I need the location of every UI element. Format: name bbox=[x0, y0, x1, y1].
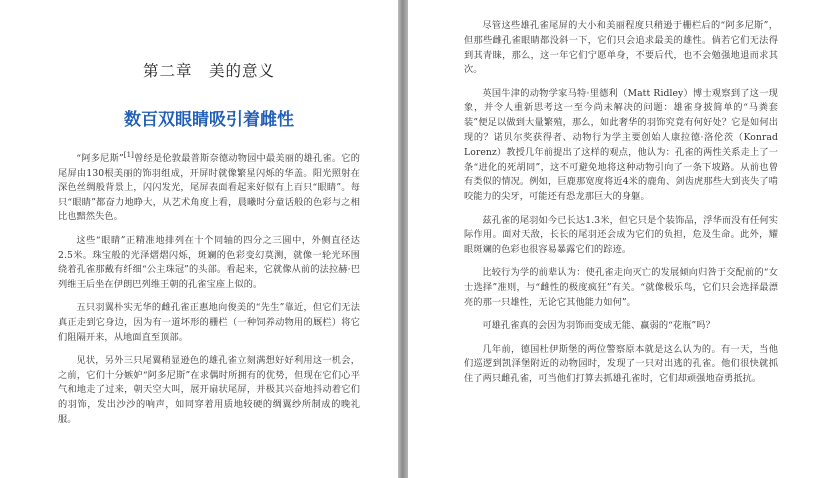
paragraph-text: “阿多尼斯” bbox=[76, 153, 124, 165]
book-gutter bbox=[398, 0, 408, 478]
paragraph: 英国牛津的动物学家马特·里德利（Matt Ridley）博士观察到了这一现象，并令人重新思考这一至今尚未解决的问题：雄雀身披简单的“马粪套装”便足以做到大量繁殖，那么，如此奢华的羽饰究竟有何好处？它是如何出现的？诺贝尔奖获得者、动物行为学主要创始人康拉德·洛伦茨（Konrad Lorenz）教授几年前提出了这样的观点，他认为：孔雀的两性关系走上了一条“进化的死胡同”，这不可避免地将这种动物引向了一条下坡路。从前也曾有类似的情况。例如，巨鹿那宽度将近4米的鹿角、剑齿虎那些大到丧失了啃咬能力的尖牙，可能还有恐龙那巨大的身躯。 bbox=[464, 87, 778, 203]
chapter-title: 第二章 美的意义 bbox=[142, 62, 275, 80]
right-page bbox=[408, 0, 818, 478]
paragraph-text: 曾经是伦敦最普斯奈德动物园中最美丽的雄孔雀。它的尾屏由130根美丽的饰羽组成，开屏时就像繁星闪烁的华盖。阳光照射在深色丝绸般背景上，闪闪发光，尾屏表面看起来好似有上百只“眼睛”。每只“眼睛”都奋力地睁大，从艺术角度上看，晨曦时分童话般的色彩与之相比也黯然失色。 bbox=[58, 153, 360, 223]
paragraph: 兹孔雀的尾羽如今已长达1.3米，但它只是个装饰品，浮华而没有任何实际作用。面对天敌，长长的尾羽还会成为它们的负担，危及生命。此外，耀眼斑斓的色彩也很容易暴露它们的踪迹。 bbox=[464, 214, 778, 256]
paragraph: 这些“眼睛”正精准地排列在十个同轴的四分之三圆中，外侧直径达2.5米。珠宝般的光泽熠熠闪烁，斑斓的色彩变幻莫测，就像一轮光环围绕着孔雀那戴有纤细“公主珠冠”的头部。看起来，它就像从前的法拉赫·巴列维王后坐在伊朗巴列维王朝的孔雀宝座上似的。 bbox=[58, 235, 360, 290]
paragraph: 见状，另外三只尾翼稍显逊色的雄孔雀立刻满想好好利用这一机会，之前，它们十分嫉妒“阿多尼斯”在求偶时所拥有的优势，但现在它们心平气和地走了过来，朝天空大叫，展开扇状尾屏，并极其兴奋地抖动着它们的羽饰，发出沙沙的响声，如同穿着用质地较硬的绸翼纱所制成的晚礼服。 bbox=[58, 355, 360, 425]
section-title: 数百双眼睛吸引着雌性 bbox=[124, 110, 294, 130]
paragraph: 可雄孔雀真的会因为羽饰而变成无能、赢弱的“花瓶”吗？ bbox=[482, 320, 715, 332]
paragraph: 尽管这些雄孔雀尾屏的大小和美丽程度只稍逊于栅栏后的“阿多尼斯”，但那些雌孔雀眼睛都没斜一下，它们只会追求最美的雄性。倘若它们无法得到其青睐，那么，这一年它们宁愿单身，不要后代，也不会勉强地退而求其次。 bbox=[464, 20, 778, 76]
left-page bbox=[0, 0, 398, 478]
paragraph: 几年前，德国杜伊斯堡的两位警察原本就是这么认为的。有一天，当他们巡逻到凯泽堡附近的动物园时，发现了一只对出逃的孔雀。他们很快就抓住了两只雌孔雀，可当他们打算去抓雄孔雀时，它们却顽强地奋勇抵抗。 bbox=[464, 343, 778, 385]
paragraph: 五只羽翼朴实无华的雌孔雀正惠地向俊美的“先生”靠近，但它们无法真正走到它身边，因为有一道坏形的栅栏（一种饲养动物用的厩栏）将它们阻隔开来，从地面直至顶部。 bbox=[58, 302, 360, 343]
paragraph: 比较行为学的前辈认为：使孔雀走向灭亡的发展倾向归咎于交配前的“女士选择”准则，与“雌性的极度疯狂”有关。“就像极乐鸟，它们只会选择最漂亮的那一只雄性，无论它其他能力如何”。 bbox=[464, 267, 778, 309]
footnote-marker[interactable]: [1] bbox=[123, 151, 134, 159]
paragraph bbox=[58, 148, 360, 225]
